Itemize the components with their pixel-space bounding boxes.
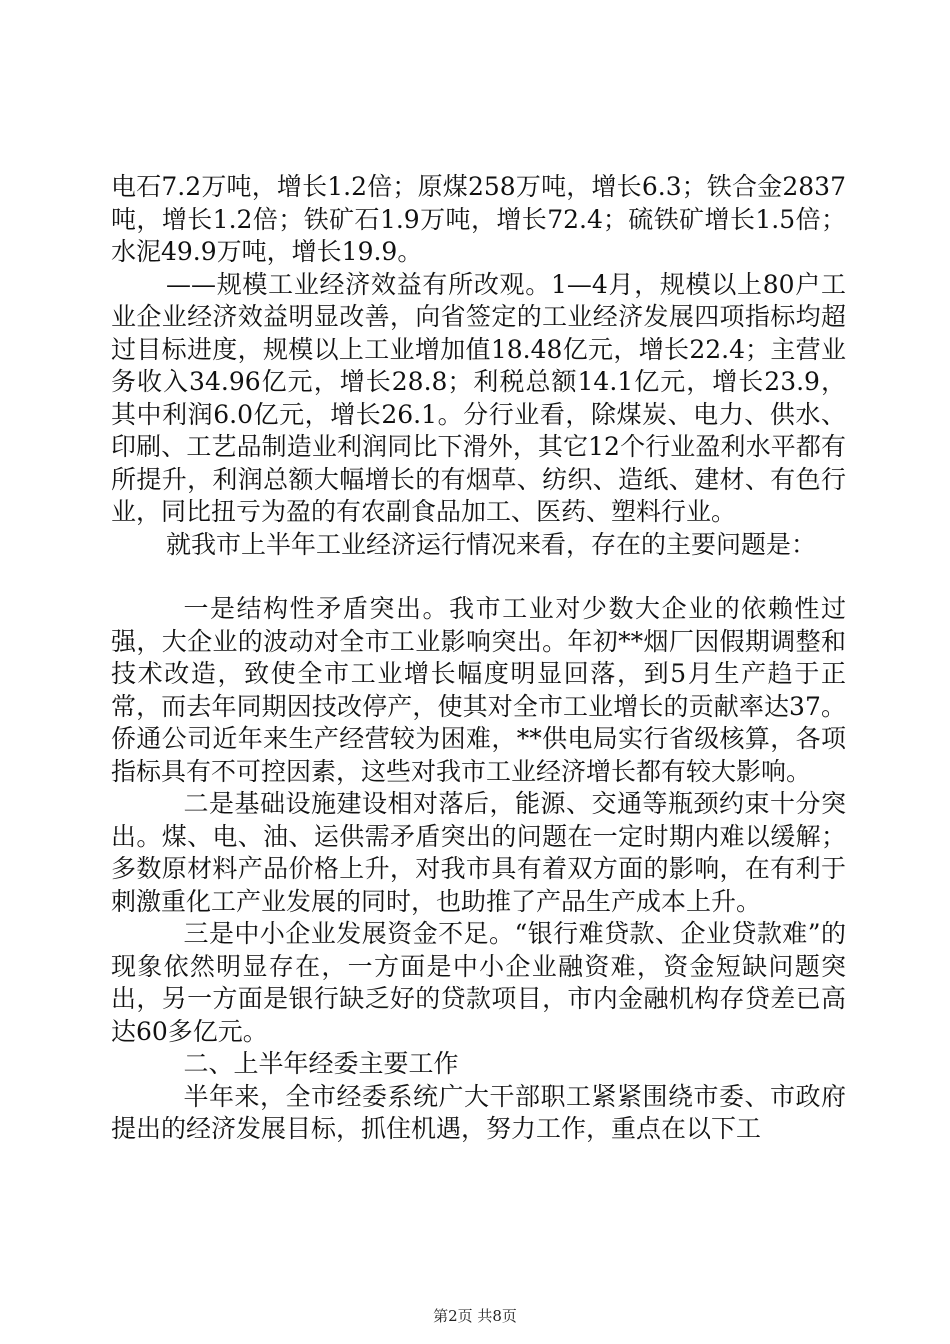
paragraph-problem-one: 一是结构性矛盾突出。我市工业对少数大企业的依赖性过强，大企业的波动对全市工业影响突出。年初**烟厂因假期调整和技术改造，致使全市工业增长幅度明显回落，到5月生产趋于正常，而去年同期因技改停产，使其对全市工业增长的贡献率达37。侨通公司近年来生产经营较为困难，**供电局实行省级核算，各项指标具有不可控因素，这些对我市工业经济增长都有较大影响。	[111, 594, 846, 786]
paragraph-main-problems-intro: 就我市上半年工业经济运行情况来看，存在的主要问题是：	[166, 529, 817, 559]
paragraph-gap	[111, 561, 846, 593]
document-body	[111, 171, 846, 1146]
paragraph-main-work-intro: 半年来，全市经委系统广大干部职工紧紧围绕市委、市政府提出的经济发展目标，抓住机遇，努力工作，重点在以下工	[111, 1081, 846, 1143]
paragraph-industrial-benefits: ——规模工业经济效益有所改观。1—4月，规模以上80户工业企业经济效益明显改善，向省签定的工业经济发展四项指标均超过目标进度，规模以上工业增加值18.48亿元，增长22.4；主营业务收入34.96亿元，增长28.8；利税总额14.1亿元，增长23.9，其中利润6.0亿元，增长26.1。分行业看，除煤炭、电力、供水、印刷、工艺品制造业利润同比下滑外，其它12个行业盈利水平都有所提升，利润总额大幅增长的有烟草、纺织、造纸、建材、有色行业，同比扭亏为盈的有农副食品加工、医药、塑料行业。	[111, 269, 846, 526]
section-heading-main-work: 二、上半年经委主要工作	[183, 1049, 459, 1078]
paragraph-problem-three: 三是中小企业发展资金不足。“银行难贷款、企业贷款难”的现象依然明显存在，一方面是中小企业融资难，资金短缺问题突出，另一方面是银行缺乏好的贷款项目，市内金融机构存贷差已高达60多亿元。	[111, 919, 846, 1046]
paragraph-problem-two: 二是基础设施建设相对落后，能源、交通等瓶颈约束十分突出。煤、电、油、运供需矛盾突出的问题在一定时期内难以缓解；多数原材料产品价格上升，对我市具有着双方面的影响，在有利于刺激重化工产业发展的同时，也助推了产品生产成本上升。	[111, 789, 846, 916]
paragraph-output-continuation: 电石7.2万吨，增长1.2倍；原煤258万吨，增长6.3；铁合金2837吨，增长1.2倍；铁矿石1.9万吨，增长72.4；硫铁矿增长1.5倍；水泥49.9万吨，增长19.9。	[111, 172, 846, 266]
page-number-footer: 第2页 共8页	[433, 1307, 517, 1325]
